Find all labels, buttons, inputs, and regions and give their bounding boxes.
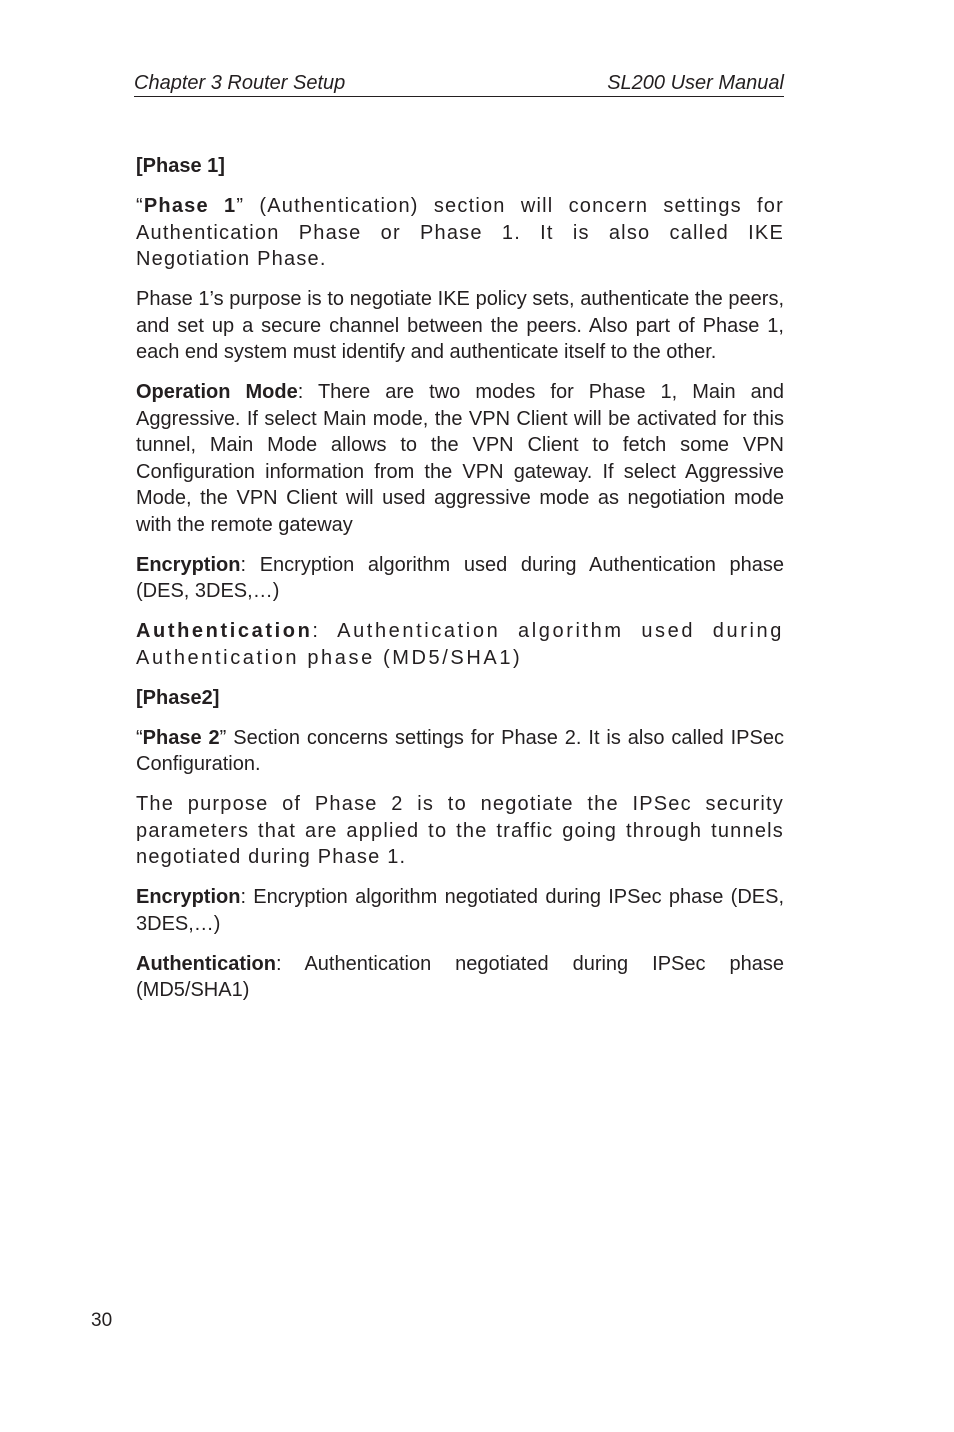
- phase2-term: Phase 2: [142, 726, 220, 749]
- phase1-authentication-paragraph: [136, 618, 784, 671]
- running-header: [134, 70, 784, 97]
- phase1-purpose-paragraph: Phase 1’s purpose is to negotiate IKE policy sets, authenticate the peers, and set up a secure channel between the peers. Also part of Phase 1, each end system must identify and authenticate itself to the other.: [136, 288, 784, 363]
- phase2-authentication-term: Authentication: [136, 952, 276, 975]
- manual-title: SL200 User Manual: [607, 72, 784, 94]
- phase2-intro-paragraph: [136, 725, 784, 778]
- open-quote: “: [136, 195, 144, 217]
- phase2-encryption-paragraph: [136, 884, 784, 937]
- phase1-intro-paragraph: [136, 193, 784, 273]
- phase2-intro-text: ” Section concerns settings for Phase 2. It is also called IPSec Configuration.: [136, 726, 784, 775]
- phase2-authentication-text: : Authentication negotiated during IPSec phase (MD5/SHA1): [136, 952, 784, 1001]
- phase1-encryption-paragraph: [136, 552, 784, 605]
- phase2-encryption-term: Encryption: [136, 886, 241, 908]
- phase2-encryption-text: : Encryption algorithm negotiated during IPSec phase (DES, 3DES,…): [136, 886, 784, 935]
- phase2-heading: [Phase2]: [136, 686, 220, 709]
- phase1-term: Phase 1: [143, 195, 237, 217]
- phase1-heading: [Phase 1]: [136, 155, 225, 177]
- chapter-title: Chapter 3 Router Setup: [134, 72, 346, 94]
- operation-mode-paragraph: [136, 379, 784, 538]
- open-quote: “: [136, 726, 143, 749]
- page-body: [136, 153, 784, 1017]
- phase2-purpose-paragraph: The purpose of Phase 2 is to negotiate the IPSec security parameters that are applied to the traffic going through tunnels negotiated during Phase 1.: [136, 793, 784, 868]
- phase1-intro-text: ” (Authentication) section will concern settings for Authentication Phase or Phase 1. It is also called IKE Negotiation Phase.: [136, 195, 784, 270]
- phase2-authentication-paragraph: [136, 951, 784, 1004]
- phase1-encryption-text: : Encryption algorithm used during Authentication phase (DES, 3DES,…): [136, 553, 784, 602]
- phase1-authentication-term: Authentication: [136, 620, 313, 642]
- operation-mode-term: Operation Mode: [136, 381, 298, 403]
- phase1-authentication-text: : Authentication algorithm used during Authentication phase (MD5/SHA1): [136, 620, 784, 669]
- phase1-encryption-term: Encryption: [136, 553, 241, 576]
- page-number: 30: [91, 1310, 113, 1331]
- operation-mode-text: : There are two modes for Phase 1, Main and Aggressive. If select Main mode, the VPN Client will be activated for this tunnel, Main Mode allows to the VPN Client to fetch some VPN Configuration information from the VPN gateway. If select Aggressive Mode, the VPN Client will used aggressive mode as negotiation mode with the remote gateway: [136, 381, 784, 536]
